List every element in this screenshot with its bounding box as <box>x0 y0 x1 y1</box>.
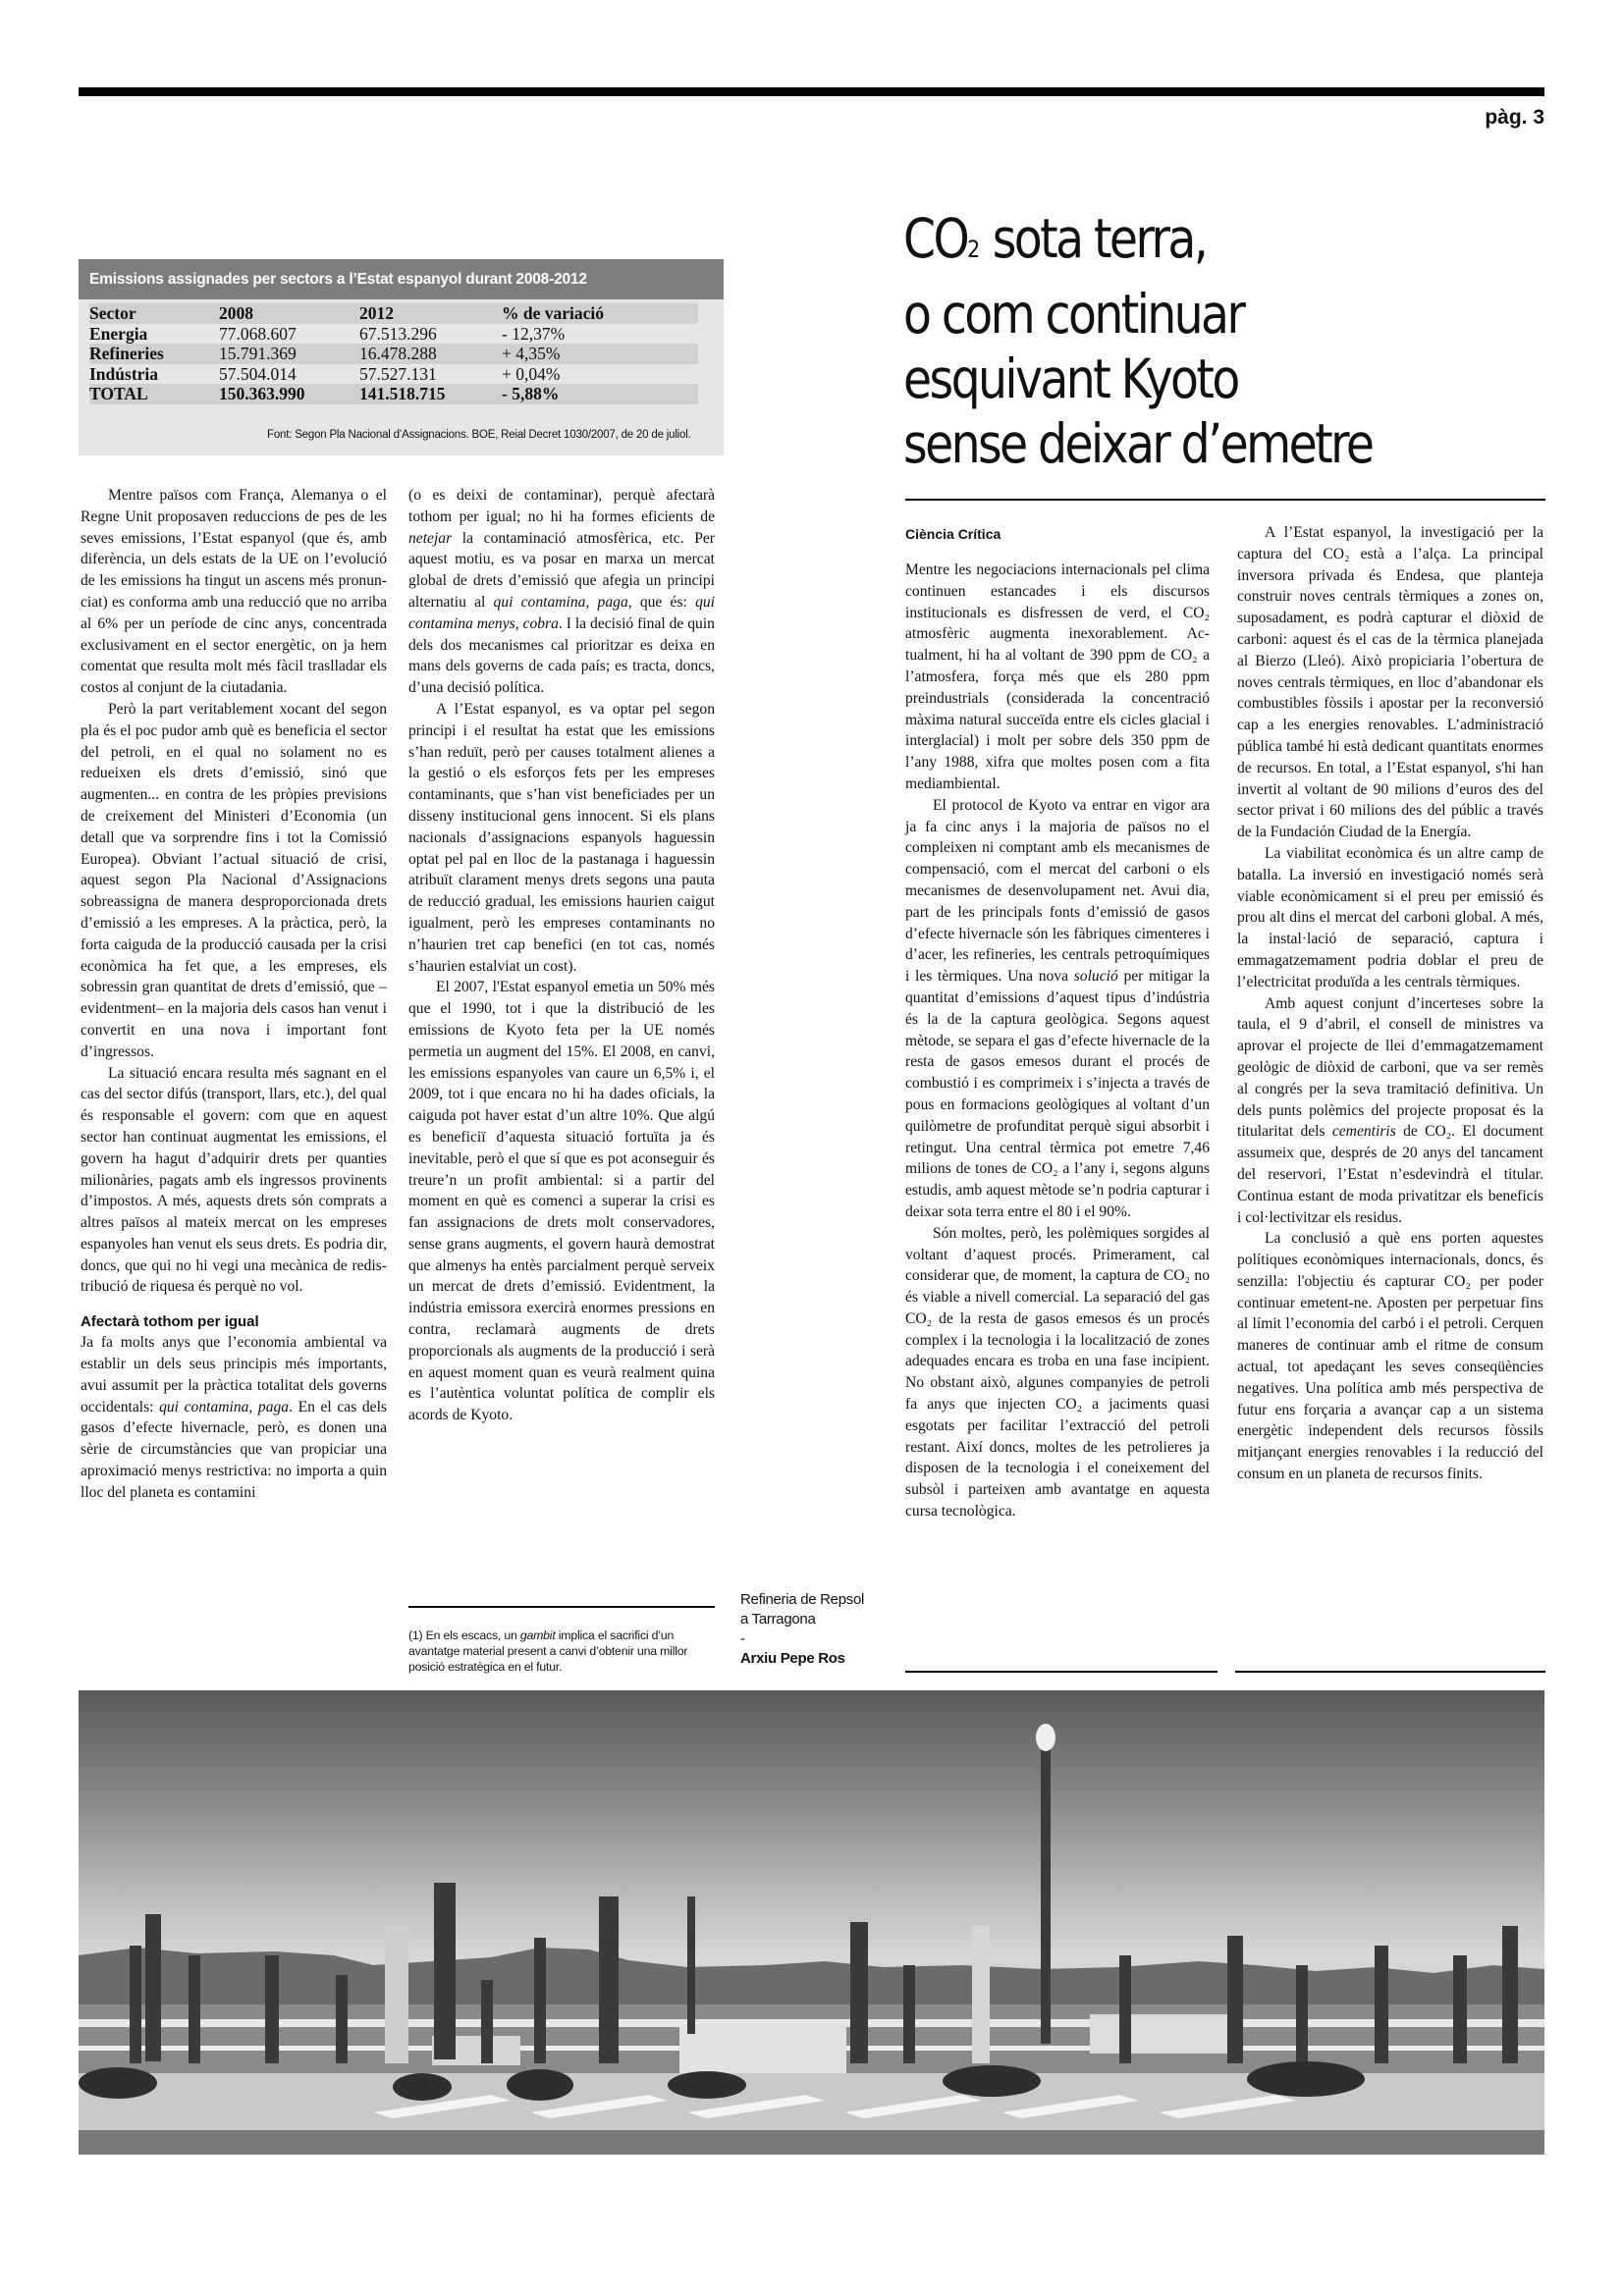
article-headline <box>903 206 1461 476</box>
tower <box>189 1955 200 2063</box>
footnote <box>408 1628 715 1675</box>
table-cell: 15.791.369 <box>219 344 359 364</box>
table-cell: + 0,04% <box>502 363 561 384</box>
article-column-3 <box>905 560 1210 1522</box>
column-end-rule <box>1235 1671 1545 1673</box>
text-run: la contaminació atmosfèrica, etc. Per aquest motiu, es va posar en marxa un mercat global de drets d’emissió que afegia un principi alternatiu al <box>408 529 715 611</box>
table-cell: - 12,37% <box>502 323 566 344</box>
tower <box>265 1955 279 2063</box>
headline-line <box>903 206 1461 282</box>
tower <box>903 1965 915 2063</box>
stack <box>687 1896 695 2034</box>
paragraph <box>1237 993 1543 1229</box>
text-run: Ja fa molts anys que l’economia ambiental va establir un dels seus principis més importants, avui assumit per la pràctica totalitat dels governs occidentals: <box>81 1334 387 1415</box>
table-header-row <box>89 303 698 324</box>
caption-line: Refineria de Repsol <box>740 1591 865 1608</box>
emphasis: qui contamina, paga <box>493 593 628 611</box>
table-cell: 141.518.715 <box>359 384 502 404</box>
text-run: per mitigar la quantitat d’emissions d’aquest tipus d’indústria és la de la captura geològica. Segons aquest mètode, se separa el gas d’efecte hivernacle de la resta de gasos emesos durant el procés de combustió i es comprimeix i s’injecta a través de pous en formacions geològiques al voltant d’un quilòmetre de profunditat perquè sigui absorbit i retingut. Una central tèrmica pot emetre 7,46 milions de tones de CO₂ a l’any i, segons alguns estudis, amb aquest mètode se’n podria capturar i deixar sota terra entre el 80 i el 90%. <box>905 968 1210 1220</box>
table-header-cell: Sector <box>89 303 219 324</box>
emissions-table <box>89 303 698 404</box>
table-cell: 150.363.990 <box>219 384 359 404</box>
tower <box>850 1922 868 2063</box>
text-run: (1) En els escacs, un <box>408 1629 520 1642</box>
tower <box>130 1946 141 2063</box>
tower <box>1227 1936 1243 2063</box>
table-cell: + 4,35% <box>502 344 698 364</box>
paragraph: Mentre les negociacions internacionals pel clima continuen estancades i els discursos institucionals es disfressen de verd, el CO₂ atmosfèric augmenta inexorablement. Actualment, hi ha al voltant de 390 ppm de CO₂ a l’atmosfera, força més que els 280 ppm preindustrials (considerada la concentració màxima natural succeïda entre els cicles glacial i interglacial) i molt per sobre dels 350 ppm de l’any 1988, xifra que moltes posen com a fita mediambiental. <box>905 561 1210 792</box>
tower <box>385 1926 408 2063</box>
emphasis: gambit <box>519 1629 556 1642</box>
tower <box>972 1926 990 2063</box>
footnote-rule <box>408 1606 715 1608</box>
table-source: Font: Segon Pla Nacional d’Assignacions. BOE, Reial Decret 1030/2007, de 20 de juliol. <box>267 429 691 441</box>
text-run: El protocol de Kyoto va entrar en vigor ara ja fa cinc anys i la majoria de països no el compleixen ni comptant amb els mecanismes de compensació, com el mercat del carboni o els mecanismes de desenvolupament net. Avui dia, part de les principals fonts d’emissió de gasos d’efecte hivernacle són les fàbriques cimenteres i d’acer, les refineries, les centrals petroquímiques i les tèrmiques. Una nova <box>905 796 1210 986</box>
text-run: Amb aquest conjunt d’incerteses sobre la taula, el 9 d’abril, el consell de ministres va aprovar el projecte de llei d’emmagatzemament geològic de diòxid de carboni, que va ser remès al congrés per la seva tramitació definitiva. Un dels punts polèmics del projecte proposat és la titularitat dels <box>1237 994 1543 1141</box>
page-number: pàg. 3 <box>1485 106 1544 129</box>
table-cell: 67.513.296 <box>359 323 437 344</box>
tower <box>1502 1926 1518 2063</box>
text-run: de CO₂. El document assumeix que, després de 20 anys del tancament del reservori, l’Estat n’esdevindrà el titular. Continua estant de moda privatitzar els beneficis i col·lectivitzar els residus. <box>1237 1123 1543 1226</box>
tall-chimney <box>1041 1749 1051 2044</box>
caption-line: a Tarragona <box>740 1611 816 1628</box>
table-header-cell: 2008 <box>219 303 359 324</box>
paragraph <box>905 795 1210 1223</box>
emphasis: solució <box>1073 968 1118 986</box>
table-cell: 77.068.607 <box>219 323 297 344</box>
ground-strip <box>79 2130 1544 2155</box>
paragraph: Són moltes, però, les polèmiques sorgides al voltant d’aquest procés. Primerament, cal considerar que, de moment, la captura de CO₂ no és viable a nivell comercial. La separació del gas CO₂ de la resta de gasos emesos és un procés complex i la tecnologia i la localització de zones adequades encara es troba en una fase incipient. No obstant això, algunes companyies de petroli fa anys que injecten CO₂ a jaciments quasi esgotats per facilitar l’extracció del petroli restant. Així doncs, moltes de les petrolieres ja disposen de la tecnologia i el coneixement del subsòl i parteixen amb avantatge en aquesta cursa tecnològica. <box>905 1224 1210 1521</box>
table-row <box>89 344 698 364</box>
refinery-illustration <box>79 1690 1544 2155</box>
paragraph: Mentre països com França, Alemanya o el Regne Unit proposaven reduccions de pes de les seves emissions, l’Estat espanyol (que és, amb diferència, un dels estats de la UE on l’evolució de les emissions ha tingut un ascens més pronunciat) es conforma amb una reducció que no arriba al 6% per un període de cinc anys, concentrada exclusivament en el sector energètic, on ja hem comentat que resulta molt més fàcil traslladar els costos al conjunt de la ciutadania. <box>81 487 387 697</box>
table-cell: Energia <box>89 323 148 344</box>
headline-line: esquivant Kyoto <box>903 347 1238 410</box>
headline-line-text: sota terra, <box>992 207 1207 270</box>
text-run: . I la decisió final de quin dels dos mecanismes cal prioritzar es deixa en mans dels governs de cada país; es tracta, doncs, d’una decisió política. <box>408 614 715 697</box>
article-column-4 <box>1237 522 1543 1485</box>
table-row <box>89 324 698 345</box>
headline-co: CO <box>903 207 968 270</box>
text-run: implica el sacrifici d’un avantatge material present a canvi d’obtenir una millor posició estratègica en el futur. <box>408 1629 688 1674</box>
refinery-photo <box>79 1690 1544 2155</box>
table-header-cell: 2012 <box>359 303 502 324</box>
paragraph <box>81 1332 387 1503</box>
text-run: , que és: <box>627 593 696 611</box>
caption-separator: - <box>740 1630 745 1647</box>
tower <box>599 1896 619 2063</box>
tower <box>481 1980 493 2063</box>
tower <box>534 1938 546 2063</box>
emphasis: netejar <box>408 529 453 547</box>
smoke <box>1036 1724 1055 1751</box>
table-cell: Indústria <box>89 363 159 384</box>
paragraph: La conclusió a què ens porten aquestes polítiques econòmiques internacionals, doncs, és senzilla: l'objectiu és capturar CO₂ per poder continuar emetent-ne. Aposten per perpetuar fins al límit l’economia del carbó i el petroli. Cerquen maneres de continuar amb el ritme de consum actual, tot apedaçant les seves conseqüències negatives. Una política amb més perspectiva de futur ens forçaria a avançar cap a un sistema energètic independent dels recursos fòssils mitjançant energies renovables i la reducció del consum en un planeta de recursos finits. <box>1237 1230 1543 1483</box>
table-cell: 57.504.014 <box>219 363 297 384</box>
paragraph: La viabilitat econòmica és un altre camp de batalla. La inversió en investigació només serà viable econòmicament si el preu per emissió és prou alt dins el mercat del carboni global. A més, la instal·lació de separació, captura i emmagatzemament podria doblar el preu de l’electricitat produïda a les centrals tèrmiques. <box>1237 844 1543 990</box>
tower <box>336 1975 348 2063</box>
building <box>1090 2014 1227 2054</box>
headline-rule <box>905 499 1545 501</box>
table-row <box>89 364 698 385</box>
paragraph: A l’Estat espanyol, es va optar pel segon principi i el resultat ha estat que les emissions s’han reduït, però per causes totalment alienes a la gestió o els esforços fets per les empreses contaminants, que s’han vist beneficiades per un disseny institucional gens innocent. Si els plans nacionals d’assignacions espanyols haguessin optat pel pal en lloc de la pastanaga i haguessin atribuït clarament menys drets segons una pauta de reducció gradual, les emissions haurien caigut igualment, però les empreses contaminants no n’haurien tret cap benefici (en tot cas, només s’haurien estalviat un cost). <box>408 700 715 975</box>
text-run: (o es deixi de contaminar), perquè afectarà tothom per igual; no hi ha formes eficients de <box>408 487 715 525</box>
emphasis: qui contamina, paga <box>159 1398 290 1415</box>
paragraph <box>408 485 715 699</box>
headline-line: o com continuar <box>903 283 1244 346</box>
table-cell: Refineries <box>89 344 219 364</box>
top-rule <box>79 87 1544 96</box>
tower <box>1119 1955 1131 2063</box>
table-total-row <box>89 384 698 404</box>
paragraph: A l’Estat espanyol, la investigació per la captura del CO₂ està a l’alça. La principal inversora privada és Endesa, que planteja construir noves centrals tèrmiques a zones on, suposadament, es podrà capturar el diòxid de carboni: aquest és el cas de la tèrmica planejada al Bierzo (Lleó). Això propiciaria l’obertura de noves centrals tèrmiques, en lloc d’abandonar els combustibles fòssils i apostar per la reconversió cap a les energies renovables. L’administració pública també hi està dedicant quantitats enormes de recursos. En total, a l’Estat espanyol, s'hi han invertit al voltant de 90 milions d’euros des del sector privat i 60 milions des del públic a través de la Fundación Ciudad de la Energía. <box>1237 524 1543 841</box>
building <box>679 2024 846 2073</box>
tower <box>145 1914 161 2061</box>
table-cell: - 5,88% <box>502 384 698 404</box>
photo-caption <box>740 1590 897 1669</box>
headline-line: sense deixar d’emetre <box>903 412 1373 475</box>
tower <box>1453 1955 1467 2063</box>
table-cell: 16.478.288 <box>359 344 502 364</box>
table-header-cell: % de variació <box>502 303 698 324</box>
table-cell: TOTAL <box>89 384 219 404</box>
text-run: . En el cas dels gasos d’efecte hivernacle, però, es donen una sèrie de circumstàncies que van propiciar una aproximació menys restrictiva: no importa a quin lloc del planeta es contamini <box>81 1398 387 1501</box>
paragraph: Però la part veritablement xocant del segon pla és el poc pudor amb què es beneficia el sector del petroli, en el qual no solament no es redueixen els drets d’emissió, sinó que augmenten... en contra de les pròpies previsions de creixement del Ministeri d’Economia (un detall que va sorprendre fins i tot la Comissió Europea). Obviant l’actual situació de crisi, aquest segon Pla Nacional d’Assignacions sobreassigna de manera desproporcionada drets d’emissió a les empreses. A la pràctica, però, la forta caiguda de la producció causada per la crisi econòmica ha fet que, a les empreses, els sobressin gran quantitat de drets d’emissió, que –evidentment– en la majoria dels casos han venut i convertit en una nova i important font d’ingressos. <box>81 700 387 1060</box>
photo-credit: Arxiu Pepe Ros <box>740 1650 845 1667</box>
table-cell: 57.527.131 <box>359 363 437 384</box>
emphasis: cementiris <box>1331 1123 1396 1141</box>
emissions-table-box <box>79 259 724 455</box>
tower <box>1375 1946 1388 2063</box>
subheading: Afectarà tothom per igual <box>81 1313 259 1331</box>
section-label: Ciència Crítica <box>905 526 1001 542</box>
tower <box>1296 1965 1308 2063</box>
article-column-2 <box>408 485 715 1426</box>
tower <box>434 1883 456 2059</box>
paragraph: El 2007, l'Estat espanyol emetia un 50% més que el 1990, tot i que la distribució de les emissions de Kyoto feta per la UE només permetia un augment del 15%. El 2008, en canvi, les emissions espanyoles van caure un 6,5% i, el 2009, tot i que encara no hi ha dades oficials, la caiguda pot haver estat d’un altre 10%. Que algú es beneficiï d’aquesta situació fortuïta ja és inevitable, però el que sí que es pot aconseguir és treure’n un profit ambiental: si a partir del moment en què es comenci a superar la crisi es fan assignacions de drets molt conservadores, sense grans augments, el govern haurà demostrat que almenys ha entès parcialment perquè serveix un mercat de drets d’emissió. Evidentment, la indústria emissora exercirà enormes pressions en contra, reclamarà augments de drets proporcionals als augments de la producció i serà en aquest moment quan es veurà realment quina es l’autèntica voluntat política de complir els acords de Kyoto. <box>408 979 715 1424</box>
emphasis: qui contamina menys, cobra <box>408 593 715 632</box>
column-end-rule <box>905 1671 1217 1673</box>
headline-co-subscript: 2 <box>967 236 981 263</box>
article-column-1 <box>81 485 387 1504</box>
paragraph: La situació encara resulta més sagnant en el cas del sector difús (transport, llars, etc.), del qual és responsable el govern: com que en aquest sector han continuat augmentat les emissions, el govern ha hagut d’adquirir drets per quanties milionàries, pagats amb els ingressos provinents d’impostos. A més, aquests drets són comprats a altres països al mateix mercat on les empreses espanyoles han venut els seus drets. Es podria dir, doncs, que qui no hi vegi una mecànica de redistribució de riquesa és perquè no vol. <box>81 1064 387 1296</box>
table-title: Emissions assignades per sectors a l’Estat espanyol durant 2008-2012 <box>79 259 724 299</box>
